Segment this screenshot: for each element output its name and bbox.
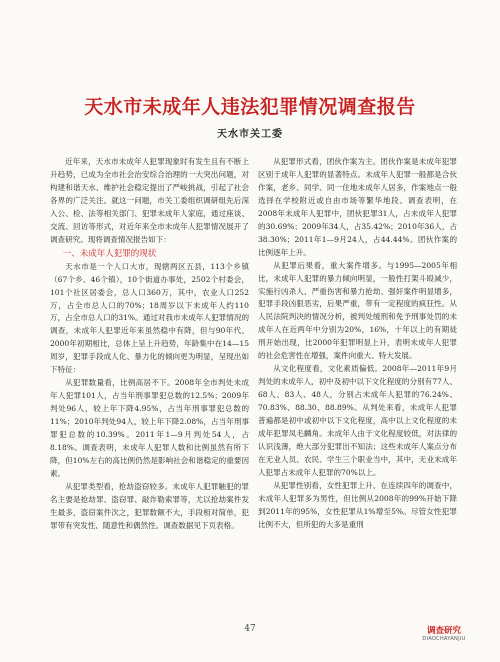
right-column xyxy=(258,156,457,532)
journal-logo xyxy=(409,624,479,642)
body-paragraph: 从犯罪性别看，女性犯罪上升。在连续四年的调查中，未成年人犯罪多为男性，但比例从2008年的99%开始下降到2011年的95%，女性犯罪从1%增至5%。尽管女性犯罪比例不大，但所犯的大多是重刑 xyxy=(258,480,457,529)
body-paragraph: 从犯罪数量看，比例高居不下。2008年全市判处未成年人犯罪101人，占当年刑事罪犯总数的12.5%；2009年判处96人，较上年下降4.95%，占当年刑事罪犯总数的11%；2010年判处94人，较上年下降2.08%，占当年刑事罪犯总数的10.39%。2011年1—9月判处54人，占8.18%。调查表明，未成年人犯罪人数和比例虽然有所下降，但10%左右的高比例仍然是影响社会和谐稳定的重要因素。 xyxy=(50,378,249,478)
journal-logo-cn: 调查研究 xyxy=(426,626,461,636)
body-paragraph: 从犯罪后果看，重大案件增多。与1995—2005年相比，未成年人犯罪的暴力倾向明显，一般性打架斗殴减少，实施行凶杀人、严重伤害和暴力抢劫、强奸案件明显增多，犯罪手段凶狠恶劣，后果严重，带有一定程度的疯狂性。从人民法院判决的情况分析，被判处缓刑和免予刑事处罚的未成年人在近两年中分别为20%，16%，十年以上的有期徒刑开始出现，比2000年犯罪明显上升，表明未成年人犯罪的社会危害性在增强，案件向重大、特大发展。 xyxy=(258,260,457,361)
page-number: 47 xyxy=(244,624,256,634)
left-column xyxy=(50,156,249,533)
intro-paragraph: 近年来，天水市未成年人犯罪现象时有发生且有不断上升趋势，已成为全市社会治安综合治理的一大突出问题，对构建和谐天水、维护社会稳定提出了严峻挑战，引起了社会各界的广泛关注。就这一问题，市关工委组织调研组先后深入公、检、法等相关部门、犯罪未成年人家庭，通过座谈、交流、回访等形式，对近年来全市未成年人犯罪情况展开了调查研究。现将调查情况报告如下： xyxy=(50,157,249,244)
body-paragraph: 从文化程度看，文化素质偏低。2008年—2011年9月判处的未成年人，初中及初中以下文化程度的分别有77人、68人、83人、48人，分别占未成年人犯罪的76.24%、70.83%、88.30、88.89%。从判处来看，未成年人犯罪普遍都是初中或初中以下文化程度，高中以上文化程度的未成年犯罪凤毛麟角。未成年人由于文化程度较低，对法律的认识浅薄，绝大部分犯罪出不知法；这些未成年人案点分布在无业人员、农民、学生三个职业当中，其中，无业未成年人犯罪占未成年人犯罪的70%以上。 xyxy=(258,364,457,477)
section-heading: 一、未成年人犯罪的现状 xyxy=(62,248,157,259)
journal-logo-en: DIAOCHAYANJIU xyxy=(422,636,466,642)
body-paragraph: 从犯罪类型看，抢劫盗窃较多。未成年人犯罪触犯的罪名主要是抢劫罪、盗窃罪、敲诈勒索罪等，尤以抢劫案件发生最多，盗窃案件次之，犯罪数额不大，手段相对简单，犯罪带有突发性、随意性和偶然性。调查数据见下页表格。 xyxy=(50,481,249,530)
body-paragraph: 天水市是一个人口大市，现辖两区五县，113个乡镇（67个乡、46个镇），10个街道办事处，2502个村委会，101个社区居委会，总人口360万，其中，农业人口252万，占全市总人口的70%；18周岁以下未成年人约110万，占全市总人口的31%。通过对我市未成年人犯罪情况的调查，未成年人犯罪近年来虽然稳中有降，但与90年代、2000年初期相比，总体上呈上升趋势，年龄集中在14—15周岁，犯罪手段成人化、暴力化的倾向更为明显，呈现出如下特征： xyxy=(50,261,249,375)
body-paragraph: 从犯罪形式看，团伙作案为主。团伙作案是未成年犯罪区别于成年人犯罪的显著特点。未成年人犯罪一般都是合伙作案，老乡、同学、同一住地未成年人居多，作案地点一般选择在学校附近或自由市场等繁华地段。调查表明，在2008年未成年人犯罪中，团伙犯罪31人，占未成年人犯罪的30.69%；2009年34人，占35.42%；2010年36人，占38.30%；2011年1—9月24人，占44.44%。团伙作案的比例逐年上升。 xyxy=(258,157,457,257)
article-author: 天水市关工委 xyxy=(217,129,283,140)
article-title: 天水市未成年人违法犯罪情况调查报告 xyxy=(84,96,416,118)
